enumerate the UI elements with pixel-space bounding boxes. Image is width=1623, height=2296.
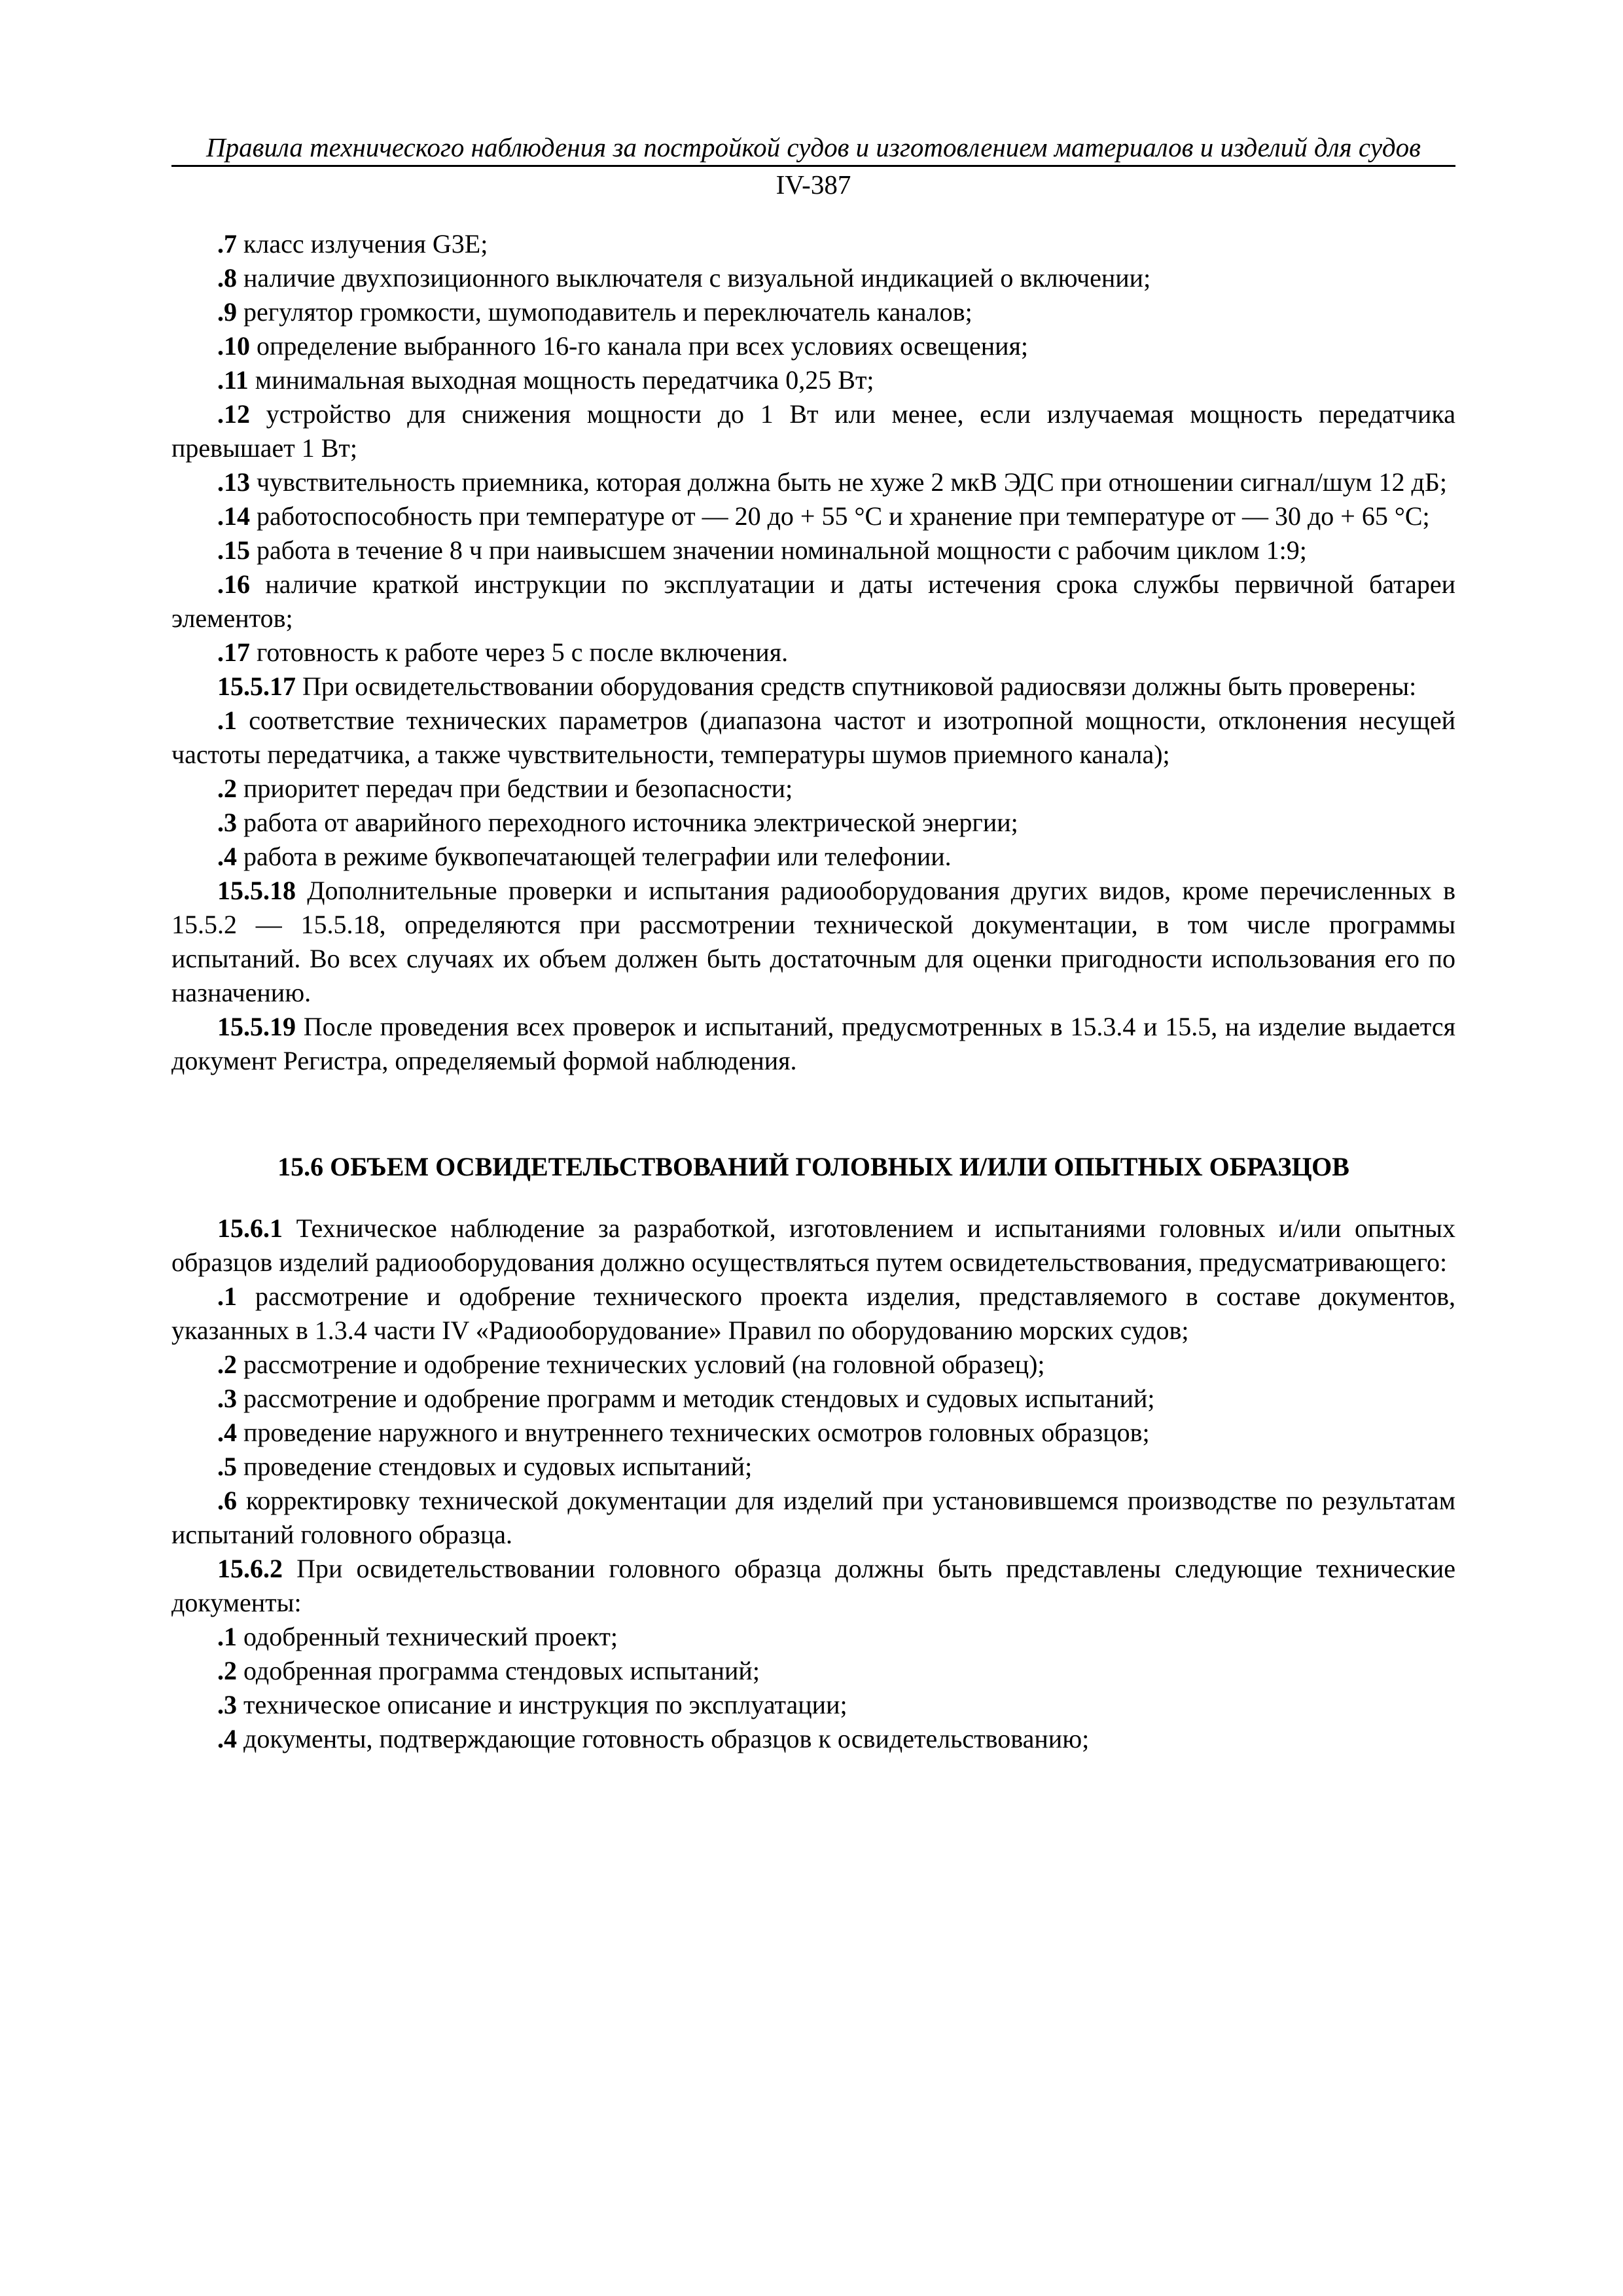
- item-text: определение выбранного 16-го канала при всех условиях освещения;: [250, 331, 1029, 361]
- list-item: [171, 772, 1455, 806]
- item-number: .14: [217, 501, 250, 531]
- clause-text: При освидетельствовании оборудования средств спутниковой радиосвязи должны быть проверены:: [296, 672, 1417, 701]
- item-number: .4: [217, 1724, 237, 1753]
- list-item: [171, 1382, 1455, 1416]
- item-number: .16: [217, 569, 250, 599]
- list-item: [171, 397, 1455, 465]
- item-number: .1: [217, 1622, 237, 1651]
- clause-number: 15.6.1: [217, 1213, 283, 1243]
- content-after: [171, 1211, 1455, 1756]
- clause-paragraph: [171, 1010, 1455, 1078]
- item-text: работа в режиме буквопечатающей телеграфии или телефонии.: [237, 842, 952, 871]
- list-item: [171, 533, 1455, 567]
- page-number: IV-387: [776, 170, 851, 200]
- item-number: .2: [217, 1350, 237, 1379]
- clause-paragraph: [171, 874, 1455, 1010]
- item-number: .7: [217, 229, 237, 259]
- list-item: [171, 1620, 1455, 1654]
- list-item: [171, 329, 1455, 363]
- item-text: класс излучения G3E;: [237, 229, 488, 259]
- item-text: регулятор громкости, шумоподавитель и переключатель каналов;: [237, 297, 972, 327]
- item-text: минимальная выходная мощность передатчика 0,25 Вт;: [248, 365, 874, 395]
- clause-text: Дополнительные проверки и испытания радиооборудования других видов, кроме перечисленных в 15.5.2 — 15.5.18, определяются при рассмотрении технической документации, в том числе программы испытаний. Во всех случаях их объем должен быть достаточным для оценки пригодности использования его по назначению.: [171, 876, 1455, 1007]
- clause-text: При освидетельствовании головного образца должны быть представлены следующие технические документы:: [171, 1554, 1455, 1617]
- list-item: [171, 499, 1455, 533]
- item-text: техническое описание и инструкция по эксплуатации;: [237, 1690, 847, 1719]
- item-text: проведение стендовых и судовых испытаний;: [237, 1452, 753, 1481]
- list-item: [171, 1722, 1455, 1756]
- item-text: проведение наружного и внутреннего технических осмотров головных образцов;: [237, 1418, 1150, 1447]
- list-item: [171, 227, 1455, 261]
- item-number: .2: [217, 1656, 237, 1685]
- item-text: приоритет передач при бедствии и безопасности;: [237, 774, 793, 803]
- list-item: [171, 1348, 1455, 1382]
- item-text: устройство для снижения мощности до 1 Вт или менее, если излучаемая мощность передатчика превышает 1 Вт;: [171, 399, 1455, 463]
- item-text: наличие краткой инструкции по эксплуатации и даты истечения срока службы первичной батареи элементов;: [171, 569, 1455, 633]
- item-number: .6: [217, 1486, 237, 1515]
- document-page: [171, 131, 1455, 1756]
- item-text: рассмотрение и одобрение технического проекта изделия, представляемого в составе документов, указанных в 1.3.4 части IV «Радиооборудование» Правил по оборудованию морских судов;: [171, 1282, 1455, 1345]
- item-text: работа в течение 8 ч при наивысшем значении номинальной мощности с рабочим циклом 1:9;: [250, 535, 1307, 565]
- item-number: .13: [217, 467, 250, 497]
- item-number: .4: [217, 842, 237, 871]
- item-number: .11: [217, 365, 249, 395]
- list-item: [171, 1450, 1455, 1484]
- list-item: [171, 567, 1455, 636]
- clause-text: После проведения всех проверок и испытаний, предусмотренных в 15.3.4 и 15.5, на изделие выдается документ Регистра, определяемый формой наблюдения.: [171, 1012, 1455, 1075]
- item-text: работоспособность при температуре от — 20 до + 55 °С и хранение при температуре от — 30 до + 65 °С;: [250, 501, 1430, 531]
- item-text: одобренный технический проект;: [237, 1622, 618, 1651]
- list-item: [171, 704, 1455, 772]
- item-text: готовность к работе через 5 с после включения.: [250, 637, 789, 667]
- section-heading: 15.6 ОБЪЕМ ОСВИДЕТЕЛЬСТВОВАНИЙ ГОЛОВНЫХ И/ИЛИ ОПЫТНЫХ ОБРАЗЦОВ: [277, 1152, 1349, 1181]
- list-item: [171, 636, 1455, 670]
- list-item: [171, 1484, 1455, 1552]
- item-number: .12: [217, 399, 250, 429]
- clause-text: Техническое наблюдение за разработкой, изготовлением и испытаниями головных и/или опытных образцов изделий радиооборудования должно осуществляться путем освидетельствования, предусматривающего:: [171, 1213, 1455, 1277]
- item-number: .4: [217, 1418, 237, 1447]
- item-text: рассмотрение и одобрение программ и методик стендовых и судовых испытаний;: [237, 1384, 1155, 1413]
- clause-paragraph: [171, 1552, 1455, 1620]
- item-number: .2: [217, 774, 237, 803]
- item-number: .5: [217, 1452, 237, 1481]
- item-number: .3: [217, 1690, 237, 1719]
- list-item: [171, 1416, 1455, 1450]
- list-item: [171, 806, 1455, 840]
- list-item: [171, 840, 1455, 874]
- clause-number: 15.5.17: [217, 672, 296, 701]
- list-item: [171, 1688, 1455, 1722]
- item-number: .9: [217, 297, 237, 327]
- item-text: работа от аварийного переходного источника электрической энергии;: [237, 808, 1018, 837]
- list-item: [171, 261, 1455, 295]
- item-number: .3: [217, 808, 237, 837]
- item-text: соответствие технических параметров (диапазона частот и изотропной мощности, отклонения несущей частоты передатчика, а также чувствительности, температуры шумов приемного канала);: [171, 706, 1455, 769]
- item-text: наличие двухпозиционного выключателя с визуальной индикацией о включении;: [237, 263, 1151, 293]
- item-text: корректировку технической документации для изделий при установившемся производстве по результатам испытаний головного образца.: [171, 1486, 1455, 1549]
- list-item: [171, 1280, 1455, 1348]
- item-number: .10: [217, 331, 250, 361]
- item-text: документы, подтверждающие готовность образцов к освидетельствованию;: [237, 1724, 1090, 1753]
- item-number: .1: [217, 706, 237, 735]
- clause-paragraph: [171, 1211, 1455, 1280]
- list-item: [171, 295, 1455, 329]
- item-text: чувствительность приемника, которая должна быть не хуже 2 мкВ ЭДС при отношении сигнал/шум 12 дБ;: [250, 467, 1447, 497]
- item-number: .3: [217, 1384, 237, 1413]
- item-number: .15: [217, 535, 250, 565]
- item-number: .1: [217, 1282, 237, 1311]
- clause-number: 15.5.19: [217, 1012, 296, 1041]
- list-item: [171, 1654, 1455, 1688]
- running-header: Правила технического наблюдения за постройкой судов и изготовлением материалов и изделий для судов: [171, 131, 1455, 167]
- item-text: одобренная программа стендовых испытаний;: [237, 1656, 760, 1685]
- item-text: рассмотрение и одобрение технических условий (на головной образец);: [237, 1350, 1045, 1379]
- content-before: [171, 227, 1455, 1078]
- item-number: .17: [217, 637, 250, 667]
- clause-number: 15.6.2: [217, 1554, 283, 1583]
- item-number: .8: [217, 263, 237, 293]
- clause-paragraph: [171, 670, 1455, 704]
- list-item: [171, 363, 1455, 397]
- list-item: [171, 465, 1455, 499]
- clause-number: 15.5.18: [217, 876, 296, 905]
